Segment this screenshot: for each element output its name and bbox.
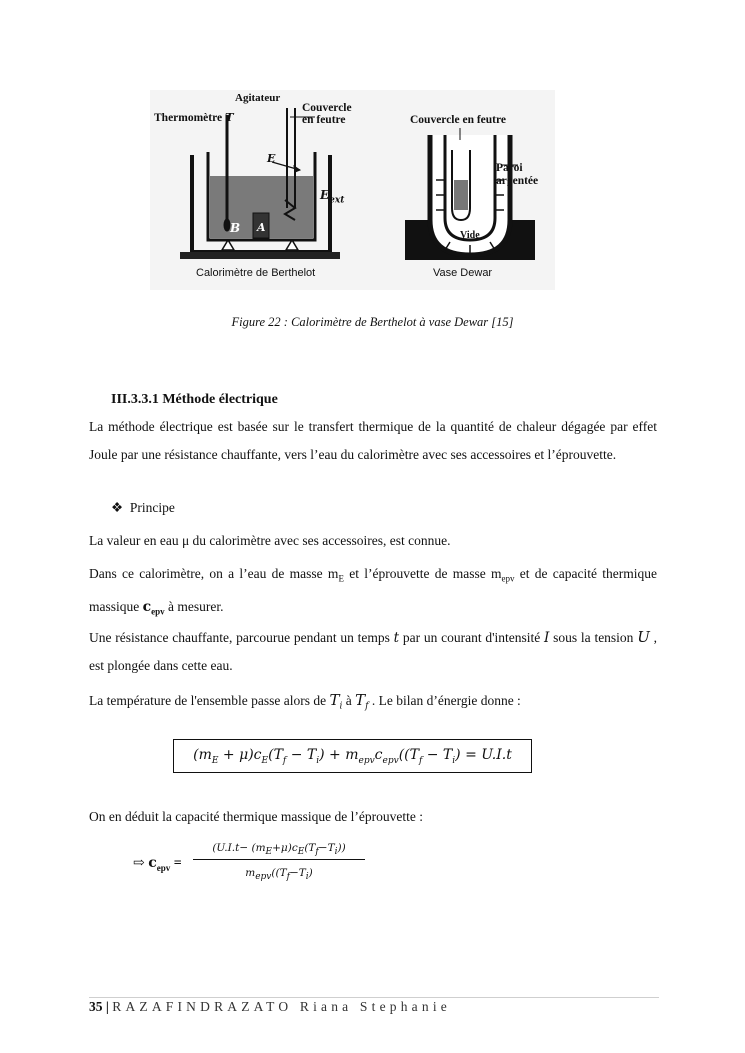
couvercle-feutre-left-label: Couvercle en feutre <box>302 102 352 126</box>
result-denominator: $m_{epv}((T_f-T_i)$ <box>245 867 313 883</box>
calorimeter-figure <box>140 80 560 295</box>
principe-bullet: ❖ Principe <box>111 500 175 515</box>
result-equation: ⇨ $c_{epv}$ = <box>133 855 182 873</box>
agitateur-label: Agitateur <box>235 92 281 104</box>
couvercle-feutre-right-label: Couvercle en feutre <box>410 114 507 126</box>
paragraph-temperature: La température de l'ensemble passe alors de $T_i$ à $T_f$ . Le bilan d’énergie donne : <box>89 691 521 712</box>
e-label: E <box>267 152 276 165</box>
paragraph-resistance: Une résistance chauffante, parcourue pendant un temps t par un courant d'intensité I sous la tension U , est plongée dans cette eau. <box>89 628 658 673</box>
eext-label: $E_{ext}$ <box>320 188 345 206</box>
page-number: 35 <box>89 999 103 1014</box>
b-label: B <box>230 221 241 235</box>
energy-balance-equation: $(m_E + \mu)c_E(T_f - T_i) + m_{epv}c_{epv}((T_f - T_i) = U.I.t$ <box>173 739 532 773</box>
berthelot-title: Calorimètre de Berthelot <box>196 267 316 279</box>
figure-caption: Figure 22 : Calorimètre de Berthelot à vase Dewar [15] <box>231 315 514 329</box>
arrow-icon: ⇨ <box>133 856 145 871</box>
vide-label: Vide <box>460 230 480 241</box>
dewar-title: Vase Dewar <box>433 267 493 279</box>
paragraph-mu: La valeur en eau μ du calorimètre avec ses accessoires, est connue. <box>89 533 451 548</box>
a-label: A <box>257 221 266 234</box>
thermometre-label: Thermomètre T <box>154 110 234 124</box>
intro-paragraph: La méthode électrique est basée sur le transfert thermique de la quantité de chaleur dégagée par effet Joule par une résistance chauffante, vers l’eau du calorimètre avec ses accessoires et l’éprouvette. <box>89 419 657 462</box>
page-footer: 35 | RAZAFINDRAZATO Riana Stephanie <box>89 999 451 1014</box>
paragraph-masses: Dans ce calorimètre, on a l’eau de masse $m_E$ et l’éprouvette de masse $m_{epv}$ et de capacité thermique massique $c_{epv}$ à mesurer. <box>89 566 657 617</box>
bullet-icon: ❖ <box>111 500 124 515</box>
result-numerator: $(U.I.t- (m_E+\mu)c_E(T_f-T_i))$ <box>193 842 365 860</box>
paragraph-deduction: On en déduit la capacité thermique massique de l’éprouvette : <box>89 809 423 824</box>
paroi-argentee-label: Paroi argentée <box>496 162 539 187</box>
footer-divider <box>89 997 659 998</box>
author-name: RAZAFINDRAZATO Riana Stephanie <box>112 999 451 1014</box>
section-heading: III.3.3.1 Méthode électrique <box>111 392 278 407</box>
